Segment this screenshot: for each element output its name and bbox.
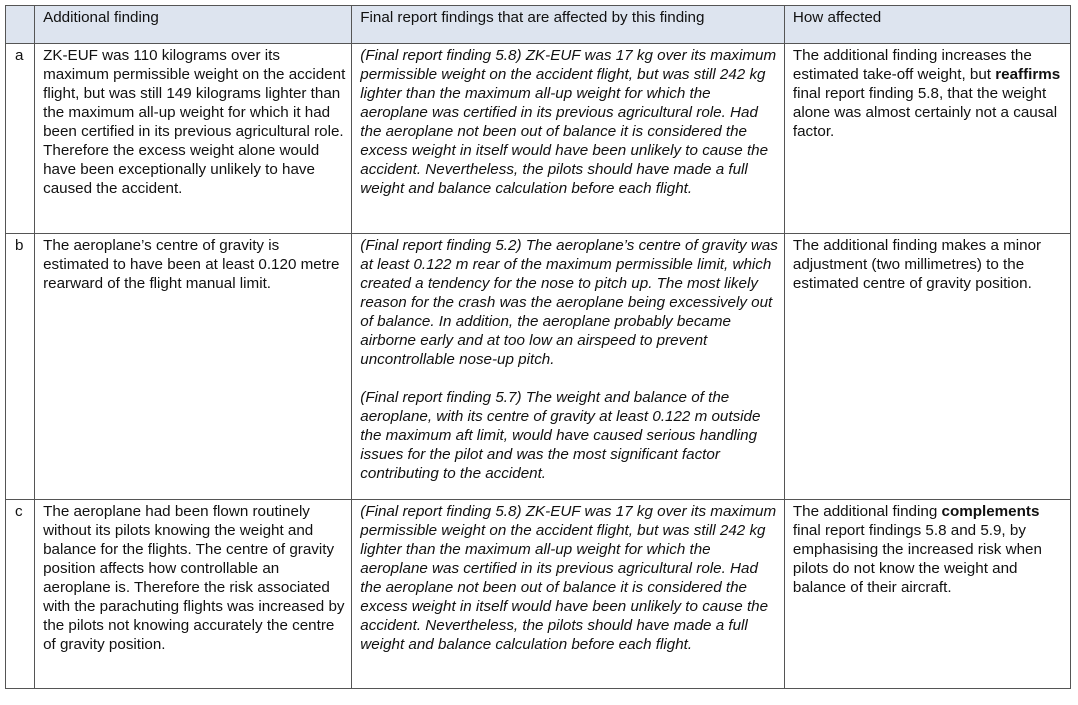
findings-table	[5, 5, 1071, 689]
paragraph-gap	[360, 369, 778, 388]
how-affected-text: The additional finding	[792, 503, 942, 520]
how-affected-text: final report findings 5.8 and 5.9, by emphasising the increased risk when pilots do not know the weight and balance of their aircraft.	[792, 522, 1042, 596]
table-row	[6, 500, 1071, 689]
affected-finding-text: (Final report finding 5.8) ZK-EUF was 17 kg over its maximum permissible weight on the accident flight, but was still 242 kg lighter than the maximum all-up weight for which the aeroplane was certified in its previous agricultural role. Had the aeroplane not been out of balance it is considered the excess weight in itself would have been unlikely to cause the accident. Nevertheless, the pilots should have made a full weight and balance calculation before each flight.	[360, 47, 777, 197]
affected-finding-text: (Final report finding 5.2) The aeroplane’s centre of gravity was at least 0.122 m rear of the maximum permissible limit, which created a tendency for the nose to pitch up. The most likely reason for the crash was the aeroplane being excessively out of balance. In addition, the aeroplane probably became airborne early and at too low an airspeed to prevent uncontrollable nose-up pitch.	[360, 237, 778, 368]
affected-finding-text: (Final report finding 5.8) ZK-EUF was 17 kg over its maximum permissible weight on the accident flight, but was still 242 kg lighter than the maximum all-up weight for which the aeroplane was certified in its previous agricultural role. Had the aeroplane not been out of balance it is considered the excess weight in itself would have been unlikely to cause the accident. Nevertheless, the pilots should have made a full weight and balance calculation before each flight.	[360, 503, 777, 653]
how-affected-cell	[784, 44, 1070, 234]
how-affected-emphasis: complements	[941, 503, 1040, 520]
affected-findings-cell	[352, 234, 785, 500]
table-row	[6, 44, 1071, 234]
header-id	[6, 6, 35, 44]
how-affected-text: The additional finding increases the estimated take-off weight, but	[792, 47, 1032, 83]
header-additional-finding: Additional finding	[35, 6, 352, 44]
additional-finding-cell: The aeroplane had been flown routinely without its pilots knowing the weight and balance for the flights. The centre of gravity position affects how controllable an aeroplane is. Therefore the risk associated with the parachuting flights was increased by the pilots not knowing accurately the centre of gravity position.	[35, 500, 352, 689]
how-affected-text: final report finding 5.8, that the weight alone was almost certainly not a causal factor.	[792, 85, 1058, 140]
affected-findings-cell	[352, 44, 785, 234]
how-affected-cell	[784, 234, 1070, 500]
row-id: c	[6, 500, 35, 689]
how-affected-emphasis: reaffirms	[995, 66, 1061, 83]
additional-finding-cell: ZK-EUF was 110 kilograms over its maximum permissible weight on the accident flight, but was still 149 kilograms lighter than the maximum all-up weight for which it had been certified in its previous agricultural role. Therefore the excess weight alone would have been exceptionally unlikely to have caused the accident.	[35, 44, 352, 234]
table-row	[6, 234, 1071, 500]
header-affected-findings: Final report findings that are affected by this finding	[352, 6, 785, 44]
row-id: a	[6, 44, 35, 234]
affected-findings-cell	[352, 500, 785, 689]
row-id: b	[6, 234, 35, 500]
header-how-affected: How affected	[784, 6, 1070, 44]
table-header-row	[6, 6, 1071, 44]
how-affected-cell	[784, 500, 1070, 689]
additional-finding-cell: The aeroplane’s centre of gravity is estimated to have been at least 0.120 metre rearward of the flight manual limit.	[35, 234, 352, 500]
affected-finding-text: (Final report finding 5.7) The weight and balance of the aeroplane, with its centre of gravity at least 0.122 m outside the maximum aft limit, would have caused serious handling issues for the pilot and was the most significant factor contributing to the accident.	[360, 389, 761, 482]
how-affected-text: The additional finding makes a minor adjustment (two millimetres) to the estimated centre of gravity position.	[792, 237, 1042, 292]
